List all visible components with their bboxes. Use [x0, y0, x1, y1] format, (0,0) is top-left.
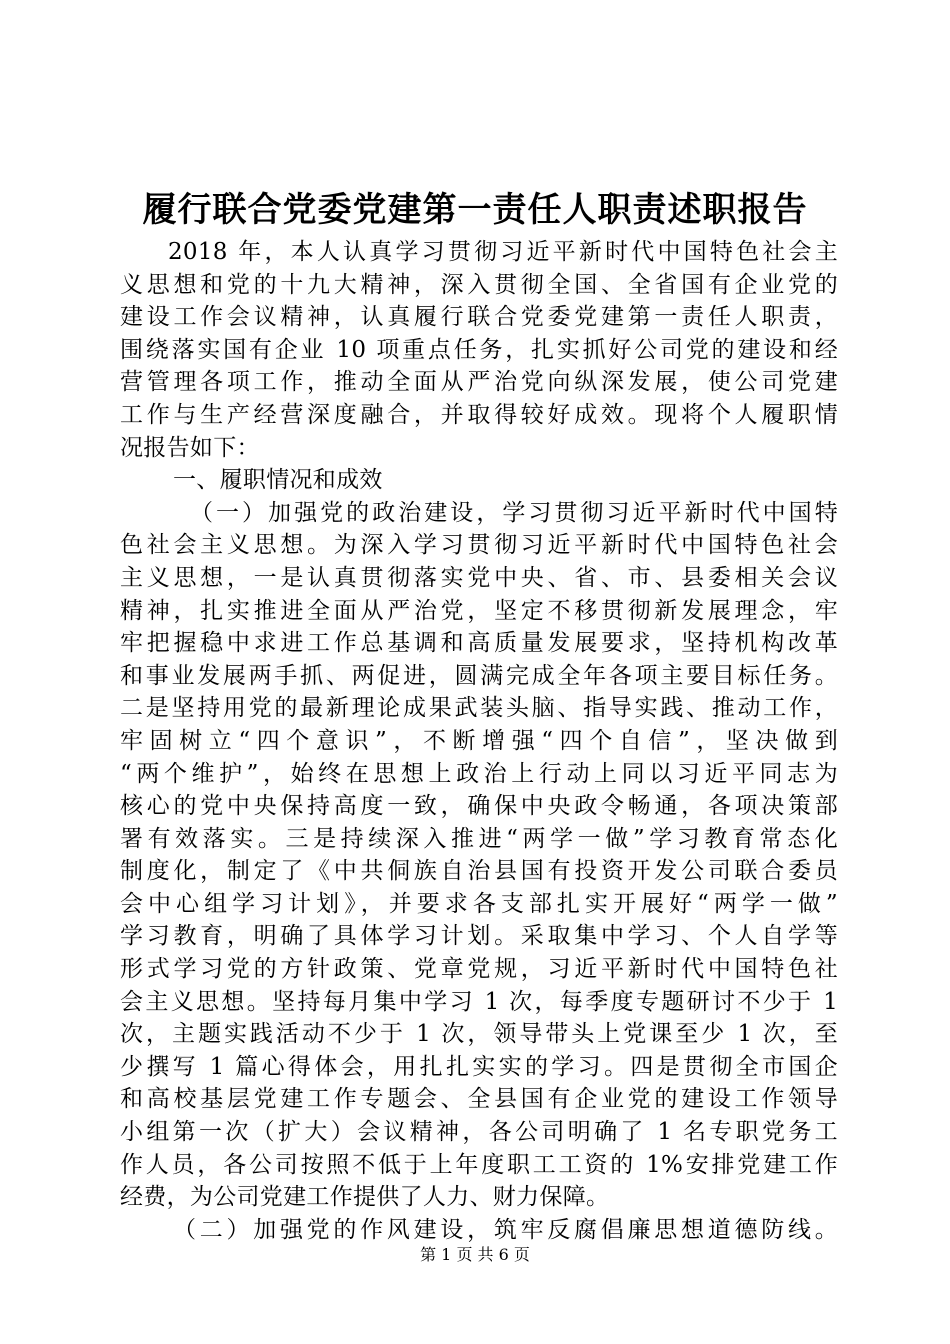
paragraph-line: “两个维护”，始终在思想上政治上行动上同以习近平同志为	[120, 760, 838, 787]
section-heading: 一、履职情况和成效	[173, 467, 383, 494]
paragraph-line: 营管理各项工作，推动全面从严治党向纵深发展，使公司党建	[120, 369, 838, 396]
paragraph-line: 牢把握稳中求进工作总基调和高质量发展要求，坚持机构改革	[120, 630, 838, 657]
paragraph-line: 色社会主义思想。为深入学习贯彻习近平新时代中国特色社会	[120, 532, 838, 559]
paragraph-line: 和事业发展两手抓、两促进，圆满完成全年各项主要目标任务。	[120, 662, 838, 689]
paragraph-line: 主义思想，一是认真贯彻落实党中央、省、市、县委相关会议	[120, 564, 838, 591]
paragraph-line: 会主义思想。坚持每月集中学习 1 次，每季度专题研讨不少于 1	[120, 988, 838, 1015]
paragraph-line: （一）加强党的政治建设，学习贯彻习近平新时代中国特	[190, 499, 838, 526]
paragraph-line: 工作与生产经营深度融合，并取得较好成效。现将个人履职情	[120, 401, 838, 428]
paragraph-line: 次，主题实践活动不少于 1 次，领导带头上党课至少 1 次，至	[120, 1021, 838, 1048]
paragraph-line: 经费，为公司党建工作提供了人力、财力保障。	[120, 1184, 610, 1211]
paragraph-line: 核心的党中央保持高度一致，确保中央政令畅通，各项决策部	[120, 793, 838, 820]
paragraph-line: 义思想和党的十九大精神，深入贯彻全国、全省国有企业党的	[120, 271, 838, 298]
paragraph-line: 会中心组学习计划》，并要求各支部扎实开展好“两学一做”	[120, 890, 838, 917]
section-heading: （二）加强党的作风建设，筑牢反腐倡廉思想道德防线。	[173, 1216, 838, 1243]
paragraph-line: 牢固树立“四个意识”，不断增强“四个自信”，坚决做到	[120, 727, 838, 754]
paragraph-line: 建设工作会议精神，认真履行联合党委党建第一责任人职责，	[120, 304, 838, 331]
paragraph-line: 围绕落实国有企业 10 项重点任务，扎实抓好公司党的建设和经	[120, 336, 838, 363]
paragraph-line: 和高校基层党建工作专题会、全县国有企业党的建设工作领导	[120, 1086, 838, 1113]
paragraph-line: 二是坚持用党的最新理论成果武装头脑、指导实践、推动工作，	[120, 695, 838, 722]
paragraph-line: 形式学习党的方针政策、党章党规，习近平新时代中国特色社	[120, 956, 838, 983]
document-body	[120, 236, 838, 1246]
paragraph-line: 作人员，各公司按照不低于上年度职工工资的 1%安排党建工作	[120, 1151, 838, 1178]
page-number: 第 1 页 共 6 页	[420, 1245, 530, 1264]
paragraph-line: 小组第一次（扩大）会议精神，各公司明确了 1 名专职党务工	[120, 1119, 838, 1146]
paragraph-line: 学习教育，明确了具体学习计划。采取集中学习、个人自学等	[120, 923, 838, 950]
paragraph-line: 少撰写 1 篇心得体会，用扎扎实实的学习。四是贯彻全市国企	[120, 1053, 838, 1080]
paragraph-line: 2018 年，本人认真学习贯彻习近平新时代中国特色社会主	[168, 239, 838, 265]
document-title: 履行联合党委党建第一责任人职责述职报告	[142, 190, 808, 230]
paragraph-line: 精神，扎实推进全面从严治党，坚定不移贯彻新发展理念，牢	[120, 597, 838, 624]
paragraph-line: 制度化，制定了《中共侗族自治县国有投资开发公司联合委员	[120, 858, 838, 885]
paragraph-line: 况报告如下：	[120, 434, 260, 461]
paragraph-line: 署有效落实。三是持续深入推进“两学一做”学习教育常态化	[120, 825, 838, 852]
